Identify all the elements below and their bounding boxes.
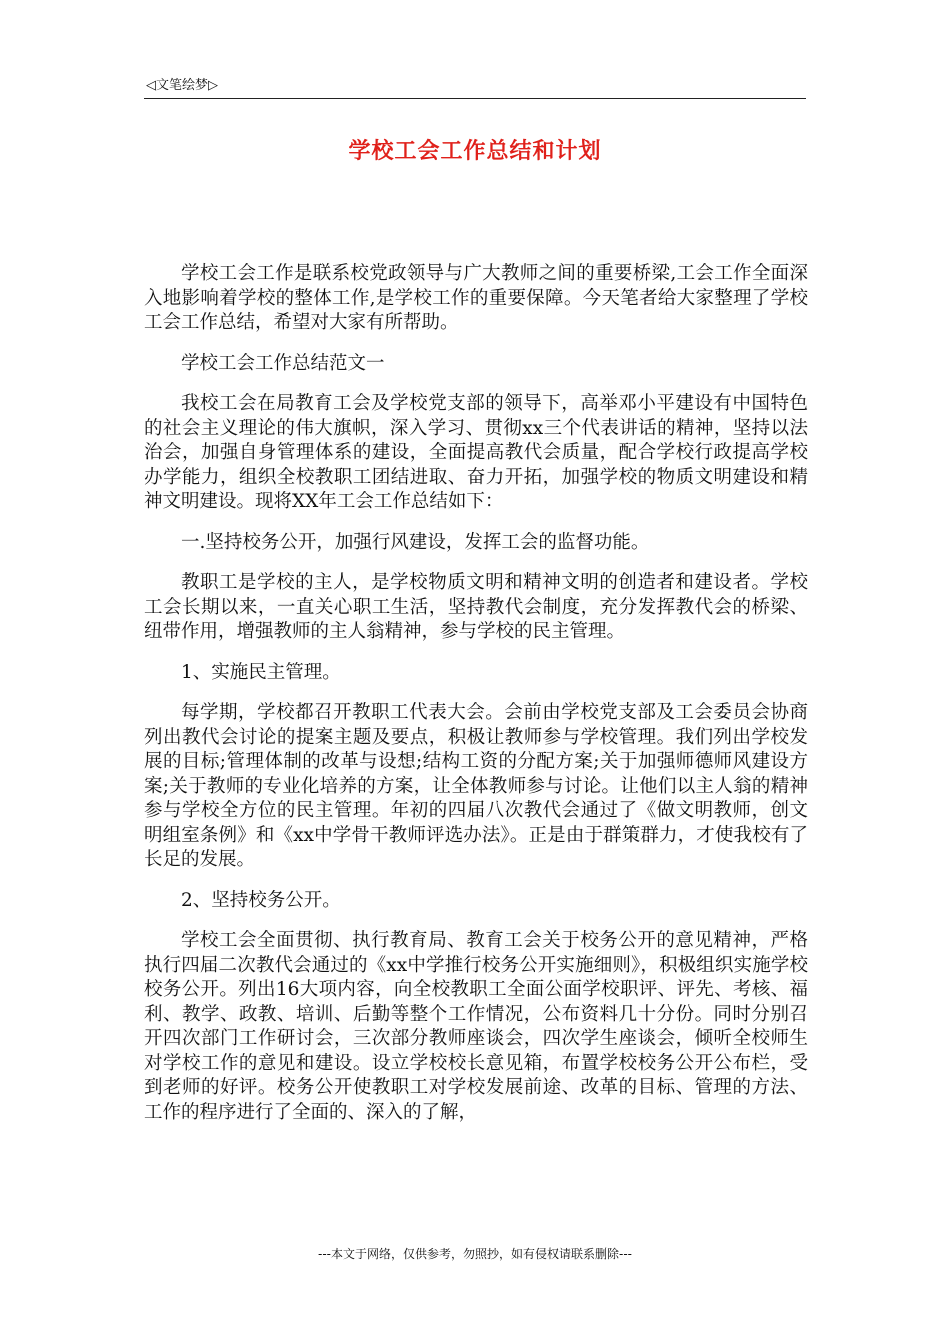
document-body <box>144 262 808 1141</box>
header-brand: ◁文笔绘梦▷ <box>146 78 218 93</box>
paragraph-subpoint-one-heading: 1、实施民主管理。 <box>181 661 341 683</box>
footer-disclaimer: ---本文于网络，仅供参考，勿照抄，如有侵权请联系删除--- <box>318 1247 632 1261</box>
paragraph-section-heading: 学校工会工作总结范文一 <box>181 352 385 374</box>
document-title: 学校工会工作总结和计划 <box>348 139 602 164</box>
paragraph-subpoint-one-body: 每学期，学校都召开教职工代表大会。会前由学校党支部及工会委员会协商列出教代会讨论的提案主题及要点，积极让教师参与学校管理。我们列出学校发展的目标;管理体制的改革与设想;结构工资的分配方案;关于加强师德师风建设方案;关于教师的专业化培养的方案，让全体教师参与讨论。让他们以主人翁的精神参与学校全方位的民主管理。年初的四届八次教代会通过了《做文明教师，创文明组室条例》和《xx中学骨干教师评选办法》。正是由于群策群力，才使我校有了长足的发展。 <box>144 702 808 870</box>
header-divider <box>144 98 806 99</box>
paragraph-subpoint-two-body: 学校工会全面贯彻、执行教育局、教育工会关于校务公开的意见精神，严格执行四届二次教代会通过的《xx中学推行校务公开实施细则》，积极组织实施学校校务公开。列出16大项内容，向全校教职工全面公面学校职评、评先、考核、福利、教学、政教、培训、后勤等整个工作情况，公布资料几十分份。同时分别召开四次部门工作研讨会，三次部分教师座谈会，四次学生座谈会，倾听全校师生对学校工作的意见和建设。设立学校校长意见箱，布置学校校务公开公布栏，受到老师的好评。校务公开使教职工对学校发展前途、改革的目标、管理的方法、工作的程序进行了全面的、深入的了解， <box>144 930 808 1123</box>
paragraph-intro: 学校工会工作是联系校党政领导与广大教师之间的重要桥梁,工会工作全面深入地影响着学校的整体工作,是学校工作的重要保障。今天笔者给大家整理了学校工会工作总结，希望对大家有所帮助。 <box>144 263 808 333</box>
paragraph-overview: 我校工会在局教育工会及学校党支部的领导下，高举邓小平建设有中国特色的社会主义理论的伟大旗帜，深入学习、贯彻xx三个代表讲话的精神，坚持以法治会，加强自身管理体系的建设，全面提高教代会质量，配合学校行政提高学校办学能力，组织全校教职工团结进取、奋力开拓，加强学校的物质文明建设和精神文明建设。现将XX年工会工作总结如下： <box>144 393 808 512</box>
paragraph-point-one-heading: 一.坚持校务公开，加强行风建设，发挥工会的监督功能。 <box>181 531 650 553</box>
paragraph-subpoint-two-heading: 2、坚持校务公开。 <box>181 889 341 911</box>
paragraph-point-one-body: 教职工是学校的主人，是学校物质文明和精神文明的创造者和建设者。学校工会长期以来，一直关心职工生活，坚持教代会制度，充分发挥教代会的桥梁、纽带作用，增强教师的主人翁精神，参与学校的民主管理。 <box>144 572 808 642</box>
